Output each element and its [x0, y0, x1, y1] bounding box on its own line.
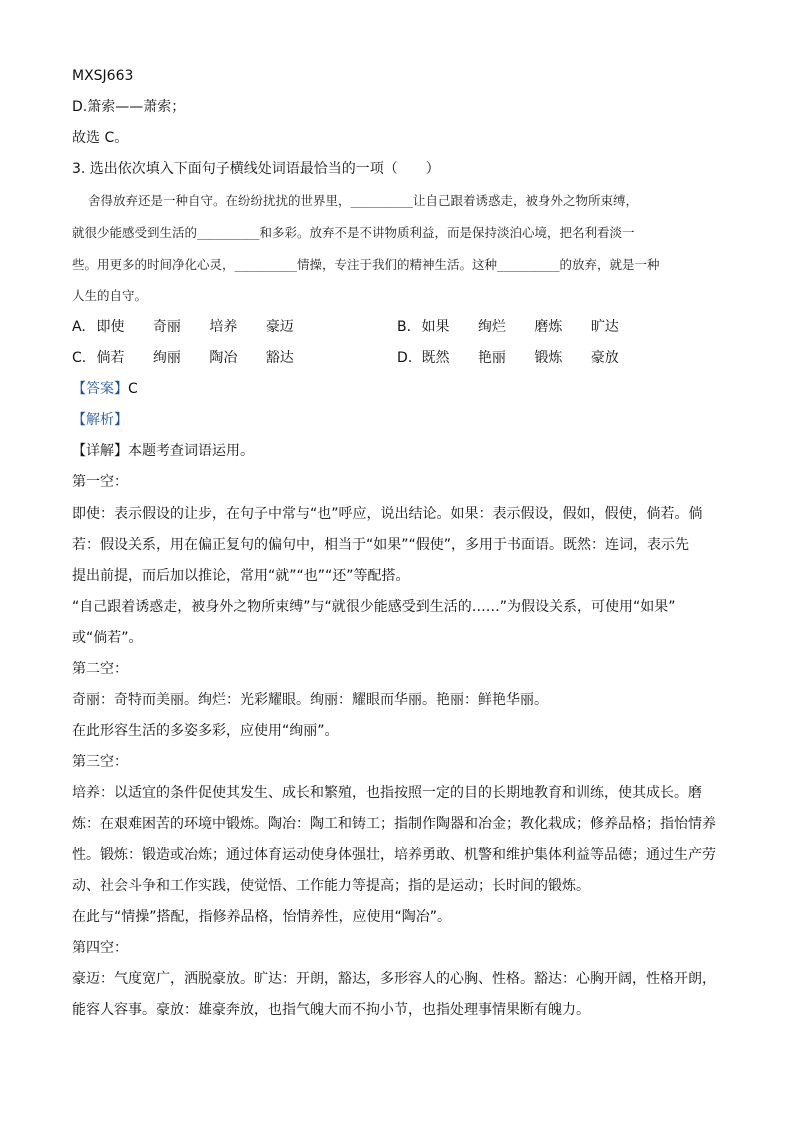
detail-text-line: 奇丽：奇特而美丽。绚烂：光彩耀眼。绚丽：耀眼而华丽。艳丽：鲜艳华丽。 [72, 692, 548, 708]
option-letter: B. [397, 319, 412, 335]
question-stem: 3. 选出依次填入下面句子横线处词语最恰当的一项（ ） [72, 161, 440, 177]
passage-line-1: 舍得放弃还是一种自守。在纷纷扰扰的世界里，__________让自己跟着诱惑走，被身外之物所束缚， [88, 193, 639, 208]
detail-text-line: 若：假设关系，用在偏正复句的偏句中，相当于“如果”“假使”，多用于书面语。既然：连词，表示先 [72, 537, 690, 553]
option-letter: C. [72, 350, 87, 366]
detail-text-line: “自己跟着诱惑走，被身外之物所束缚”与“就很少能感受到生活的……”为假设关系，可使用“如果” [72, 599, 676, 615]
detail-text-line: 提出前提，而后加以推论，常用“就”“也”“还”等配搭。 [72, 568, 410, 584]
detail-text-line: 或“倘若”。 [72, 630, 143, 646]
detail-line [72, 441, 732, 461]
detail-text-line: 在此形容生活的多姿多彩，应使用“绚丽”。 [72, 723, 339, 739]
option-word: 培养 [209, 319, 238, 335]
option-word: 倘若 [96, 350, 125, 366]
analysis-tag: 【解析】 [72, 412, 128, 428]
previous-option-d: D.箫索——萧索； [72, 99, 186, 115]
answer-value: C [128, 381, 138, 397]
passage-line-4: 人生的自守。 [72, 288, 148, 303]
passage-line-2: 就很少能感受到生活的__________和多彩。放弃不是不讲物质利益，而是保持淡泊心境，把名利看淡一 [72, 225, 635, 240]
detail-tag: 【详解】 [72, 443, 128, 459]
option-word: 锻炼 [534, 350, 563, 366]
option-word: 奇丽 [152, 319, 181, 335]
answer-tag: 【答案】 [72, 381, 128, 397]
detail-text-line: 炼：在艰难困苦的环境中锻炼。陶冶：陶工和铸工；指制作陶器和冶金；教化栽成；修养品格；指怡情养 [72, 816, 716, 832]
doc-code: MXSJ663 [72, 68, 134, 84]
detail-text-line: 培养：以适宜的条件促使其发生、成长和繁殖，也指按照一定的目的长期地教育和训练，使其成长。磨 [72, 785, 702, 801]
passage-line-3: 些。用更多的时间净化心灵，__________情操，专注于我们的精神生活。这种__________的放弃，就是一种 [72, 257, 660, 272]
detail-text-line: 性。锻炼：锻造或冶炼；通过体育运动使身体强壮，培养勇敢、机警和维护集体利益等品德；通过生产劳 [72, 847, 716, 863]
detail-text-line: 第一空： [72, 474, 128, 490]
option-word: 磨炼 [534, 319, 563, 335]
option-d [397, 348, 643, 368]
option-a [72, 317, 318, 337]
option-b [397, 317, 643, 337]
detail-intro: 本题考查词语运用。 [128, 443, 254, 459]
detail-text-line: 动、社会斗争和工作实践，使觉悟、工作能力等提高；指的是运动；长时间的锻炼。 [72, 878, 590, 894]
detail-text-line: 第四空： [72, 940, 128, 956]
option-word: 旷达 [590, 319, 619, 335]
option-letter: D. [397, 350, 413, 366]
detail-text-line: 能容人容事。豪放：雄豪奔放，也指气魄大而不拘小节，也指处理事情果断有魄力。 [72, 1002, 590, 1018]
option-c [72, 348, 318, 368]
analysis-line [72, 410, 732, 430]
previous-answer-line: 故选 C。 [72, 130, 129, 146]
option-word: 陶冶 [209, 350, 238, 366]
option-word: 既然 [421, 350, 450, 366]
option-word: 豁达 [265, 350, 294, 366]
answer-line [72, 379, 732, 399]
detail-text-line: 即使：表示假设的让步，在句子中常与“也”呼应，说出结论。如果：表示假设，假如，假使，倘若。倘 [72, 506, 703, 522]
option-letter: A. [72, 319, 86, 335]
option-word: 即使 [96, 319, 125, 335]
option-word: 艳丽 [477, 350, 506, 366]
detail-text-line: 在此与“情操”搭配，指修养品格，怡情养性，应使用“陶冶”。 [72, 909, 452, 925]
detail-text-line: 豪迈：气度宽广，洒脱豪放。旷达：开朗，豁达，多形容人的心胸、性格。豁达：心胸开阔，性格开朗， [72, 971, 716, 987]
option-word: 豪迈 [265, 319, 294, 335]
option-word: 豪放 [590, 350, 619, 366]
detail-text-line: 第三空： [72, 754, 128, 770]
option-word: 绚丽 [152, 350, 181, 366]
option-word: 如果 [421, 319, 450, 335]
option-word: 绚烂 [477, 319, 506, 335]
detail-text-line: 第二空： [72, 661, 128, 677]
